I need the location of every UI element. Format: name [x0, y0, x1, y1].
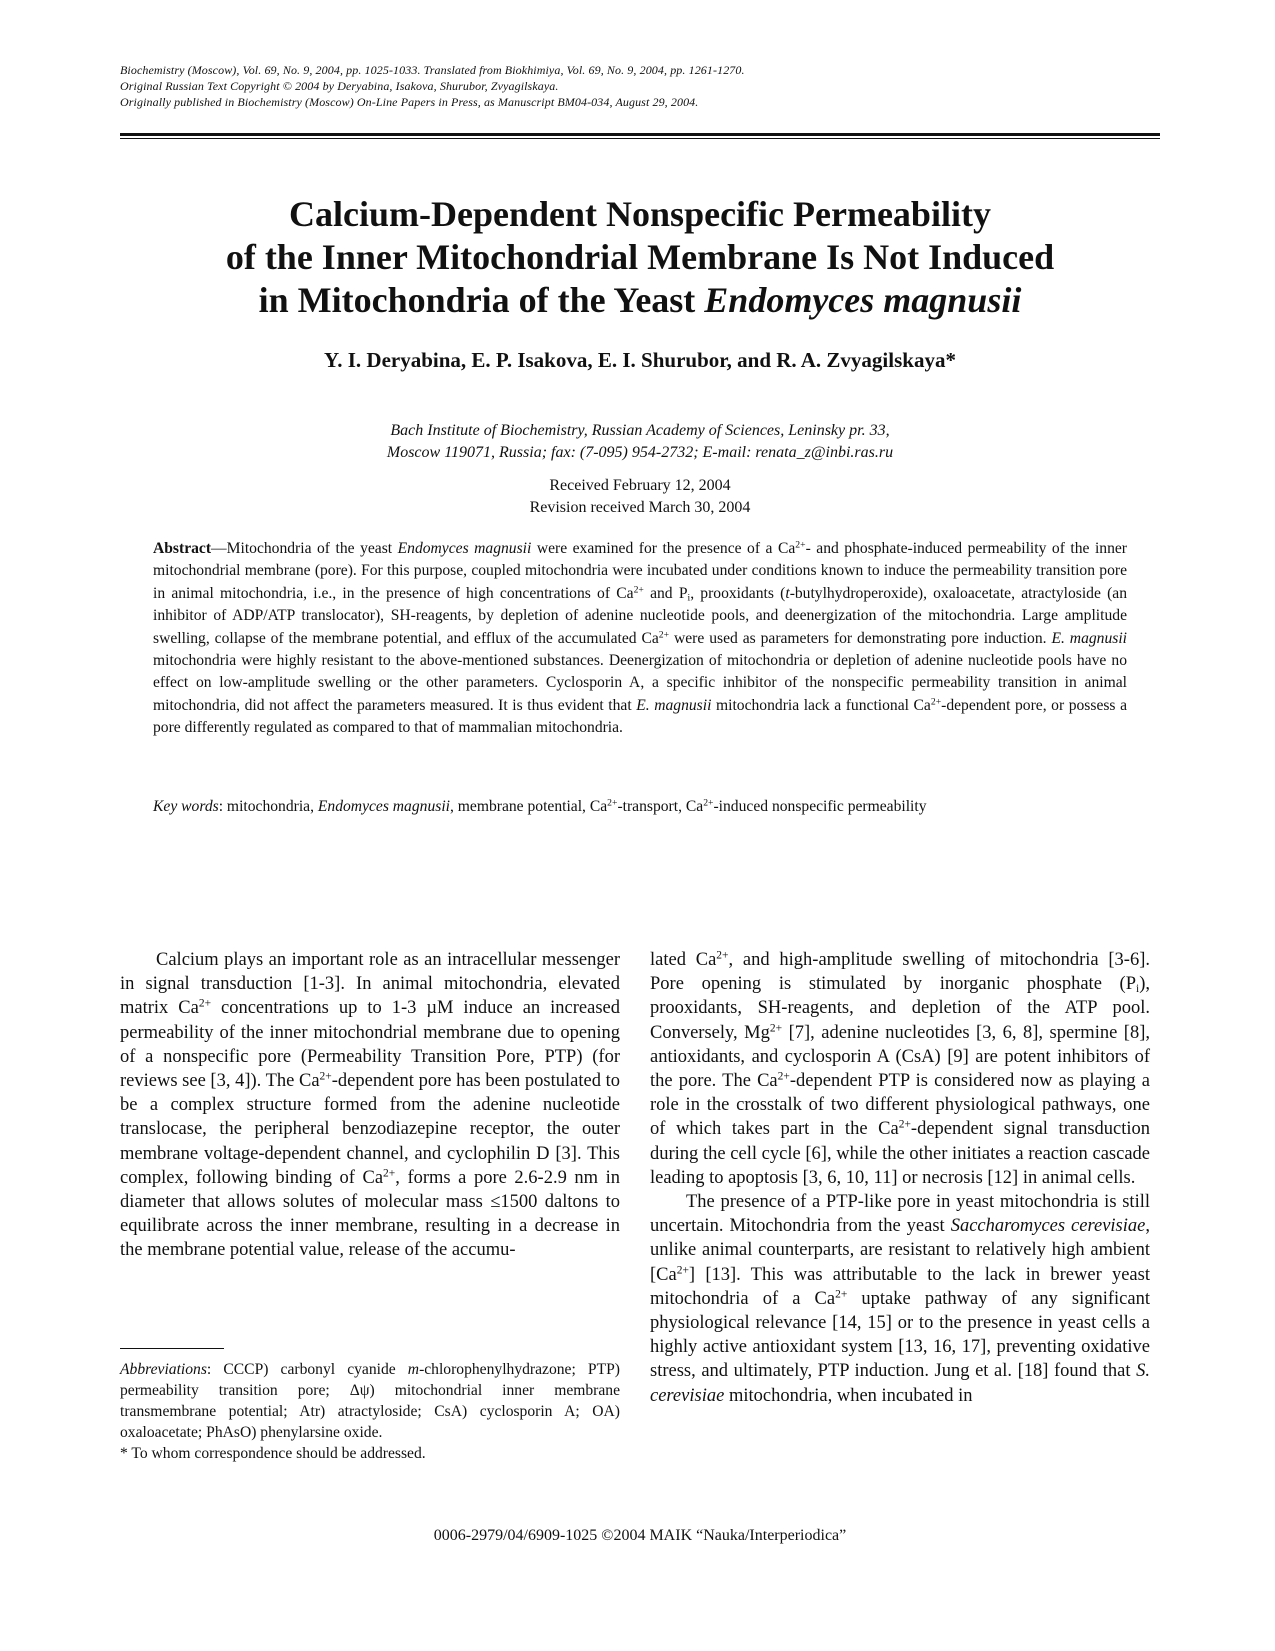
body-paragraph — [650, 1190, 1150, 1408]
keywords-text: -induced nonspecific permeability — [713, 798, 927, 815]
body-paragraph — [650, 948, 1150, 1190]
journal-header — [120, 62, 1160, 110]
body-sup: 2+ — [383, 1167, 396, 1180]
footnotes — [120, 1359, 620, 1464]
abstract-sup: 2+ — [633, 584, 644, 596]
header-line-1: Biochemistry (Moscow), Vol. 69, No. 9, 2004, pp. 1025-1033. Translated from Biokhimiya, Vol. 69, No. 9, 2004, pp. 1261-1270. — [120, 63, 745, 77]
affiliation-line-2: Moscow 119071, Russia; fax: (7-095) 954-2732; E-mail: renata_z@inbi.ras.ru — [386, 444, 894, 461]
header-rule-thin — [120, 138, 1160, 139]
body-text: mitochondria, when incubated in — [724, 1385, 973, 1406]
abstract-text: and P — [643, 584, 688, 602]
title-line-3-text: in Mitochondria of the Yeast — [258, 280, 705, 320]
keywords-text: : mitochondria, — [218, 798, 318, 815]
abbreviations-label: Abbreviations — [120, 1361, 207, 1378]
abstract-italic: E. magnusii — [636, 696, 712, 714]
body-text: -dependent pore has been postulated to be a complex structure formed from the adenine nucleotide translocase, the peripheral benzodiazepine receptor, the outer membrane voltage-dependent channel, and cyclophilin D [3]. This complex, following binding of Ca — [120, 1071, 620, 1188]
body-text: uptake pathway of any significant physiological relevance [14, 15] or to the presence in yeast cells a highly active antioxidant system [13, 16, 17], preventing oxidative stress, and ultimately, PTP induction. Jung et al. [18] found that — [650, 1288, 1150, 1382]
body-column-right — [650, 948, 1150, 1408]
body-sup: 2+ — [676, 1264, 689, 1277]
body-text: Calcium plays an important role as an intracellular messenger in signal transduction [1-3]. In animal mitochondria, elevated matrix Ca — [120, 950, 620, 1019]
body-sup: 2+ — [898, 1119, 911, 1132]
body-sup: 2+ — [198, 998, 212, 1011]
keywords-label: Key words — [153, 798, 219, 815]
body-text: ), prooxidants, SH-reagents, and depletion of the ATP pool. Conversely, Mg — [650, 974, 1150, 1043]
abbreviations-footnote — [120, 1359, 620, 1443]
abstract-text: were used as parameters for demonstrating pore induction. — [669, 629, 1052, 647]
abstract-text: —Mitochondria of the yeast — [211, 540, 398, 557]
body-text: [7], adenine nucleotides [3, 6, 8], spermine [8], antioxidants, and cyclosporin A (CsA) [9] are potent inhibitors of the pore. The Ca — [650, 1022, 1150, 1092]
abstract-text: -dependent pore, or possess a pore differently regulated as compared to that of mammalian mitochondria. — [153, 696, 1127, 737]
abstract-text: , prooxidants ( — [690, 584, 786, 602]
body-sup: 2+ — [769, 1022, 783, 1035]
authors: Y. I. Deryabina, E. P. Isakova, E. I. Shurubor, and R. A. Zvyagilskaya* — [324, 348, 956, 372]
header-line-2: Original Russian Text Copyright © 2004 by Deryabina, Isakova, Shurubor, Zvyagilskaya. — [120, 79, 559, 93]
affiliation-line-1: Bach Institute of Biochemistry, Russian Academy of Sciences, Leninsky pr. 33, — [390, 422, 890, 439]
title-line-1: Calcium-Dependent Nonspecific Permeability — [289, 194, 991, 234]
abstract-sup: 2+ — [930, 696, 942, 708]
footnote-text: -chlorophenylhydrazone; PTP) permeability transition pore; Δψ) mitochondrial inner membrane transmembrane potential; Atr) atractyloside; CsA) cyclosporin A; OA) oxaloacetate; PhAsO) phenylarsine oxide. — [120, 1361, 620, 1441]
abstract-text: - and phosphate-induced permeability of the inner mitochondrial membrane (pore). For this purpose, coupled mitochondria were incubated under conditions known to induce the permeability transition pore in animal mitochondria, i.e., in the presence of high concentrations of Ca — [153, 540, 1127, 602]
footer-copyright: 0006-2979/04/6909-1025 ©2004 MAIK “Nauka/Interperiodica” — [433, 1527, 847, 1544]
title-line-3 — [120, 279, 1160, 322]
footnote-text: : CCCP) carbonyl cyanide — [206, 1361, 408, 1378]
header-rule-thick — [120, 133, 1160, 136]
dates — [120, 475, 1160, 519]
title-species: Endomyces magnusii — [704, 280, 1022, 320]
header-line-3: Originally published in Biochemistry (Moscow) On-Line Papers in Press, as Manuscript BM04-034, August 29, 2004. — [120, 95, 699, 109]
body-text: , unlike animal counterparts, are resistant to relatively high ambient [Ca — [650, 1216, 1150, 1285]
body-column-left — [120, 948, 620, 1263]
abstract — [153, 538, 1127, 740]
affiliation — [120, 420, 1160, 464]
keywords-sup: 2+ — [703, 797, 714, 809]
body-paragraph — [120, 948, 620, 1263]
body-text: ] [13]. This was attributable to the lack in brewer yeast mitochondria of a Ca — [650, 1264, 1150, 1309]
body-italic: S. cerevisiae — [650, 1361, 1150, 1406]
body-text: concentrations up to 1-3 µM induce an increased permeability of the inner mitochondrial membrane due to opening of a nonspecific pore (Permeability Transition Pore, PTP) (for reviews see [3, 4]). The Ca — [120, 998, 621, 1092]
body-text: , forms a pore 2.6-2.9 nm in diameter that allows solutes of molecular mass ≤1500 daltons to equilibrate across the inner membrane, resulting in a decrease in the membrane potential value, release of the accumu- — [120, 1167, 620, 1261]
body-sup: 2+ — [319, 1070, 332, 1083]
keywords — [153, 798, 1127, 816]
abstract-text: -butylhydroperoxide), oxaloacetate, atractyloside (an inhibitor of ADP/ATP translocator), SH-reagents, by depletion of adenine nucleotide pools, and deenergization of the mitochondria. Large amplitude swelling, collapse of the membrane potential, and efflux of the accumulated Ca — [153, 584, 1127, 647]
footnote-rule — [120, 1348, 224, 1349]
abstract-sub: i — [687, 592, 691, 604]
body-text: , and high-amplitude swelling of mitochondria [3-6]. Pore opening is stimulated by inorganic phosphate (P — [650, 950, 1150, 995]
body-text: The presence of a PTP-like pore in yeast mitochondria is still uncertain. Mitochondria from the yeast — [650, 1192, 1150, 1237]
revised-date: Revision received March 30, 2004 — [529, 499, 751, 516]
body-sup: 2+ — [835, 1288, 848, 1301]
body-text: -dependent PTP is considered now as playing a role in the crosstalk of two different physiological pathways, one of which takes part in the Ca — [650, 1071, 1151, 1140]
body-sub: i — [1136, 983, 1140, 996]
keywords-text: , membrane potential, Ca — [449, 798, 608, 815]
keywords-italic: Endomyces magnusii — [317, 798, 450, 815]
abstract-italic: t — [785, 584, 790, 602]
keywords-sup: 2+ — [607, 797, 618, 809]
abstract-text: were examined for the presence of a Ca — [531, 540, 796, 557]
article-title — [120, 193, 1160, 322]
abstract-italic: Endomyces magnusii — [397, 540, 532, 557]
abstract-text: mitochondria were highly resistant to the above-mentioned substances. Deenergization of mitochondria or depletion of adenine nucleotide pools have no effect on low-amplitude swelling or the other parameters. Cyclosporin A, a specific inhibitor of the nonspecific permeability transition in animal mitochondria, did not affect the parameters measured. It is thus evident that — [153, 652, 1127, 714]
body-text: -dependent signal transduction during the cell cycle [6], while the other initiates a reaction cascade leading to apoptosis [3, 6, 10, 11] or necrosis [12] in animal cells. — [650, 1119, 1151, 1188]
correspondence-footnote: * To whom correspondence should be addressed. — [120, 1445, 426, 1462]
keywords-text: -transport, Ca — [617, 798, 704, 815]
abstract-label: Abstract — [153, 540, 212, 557]
abstract-sup: 2+ — [795, 539, 806, 551]
body-sup: 2+ — [777, 1070, 790, 1083]
body-sup: 2+ — [716, 949, 729, 962]
body-italic: Saccharomyces cerevisiae — [950, 1216, 1146, 1237]
title-line-2: of the Inner Mitochondrial Membrane Is Not Induced — [225, 237, 1055, 277]
abstract-text: mitochondria lack a functional Ca — [711, 696, 931, 714]
body-text: lated Ca — [650, 950, 717, 970]
abstract-sup: 2+ — [658, 629, 670, 641]
received-date: Received February 12, 2004 — [549, 477, 731, 494]
abstract-italic: E. magnusii — [1051, 629, 1127, 647]
footnote-italic: m — [407, 1361, 420, 1378]
